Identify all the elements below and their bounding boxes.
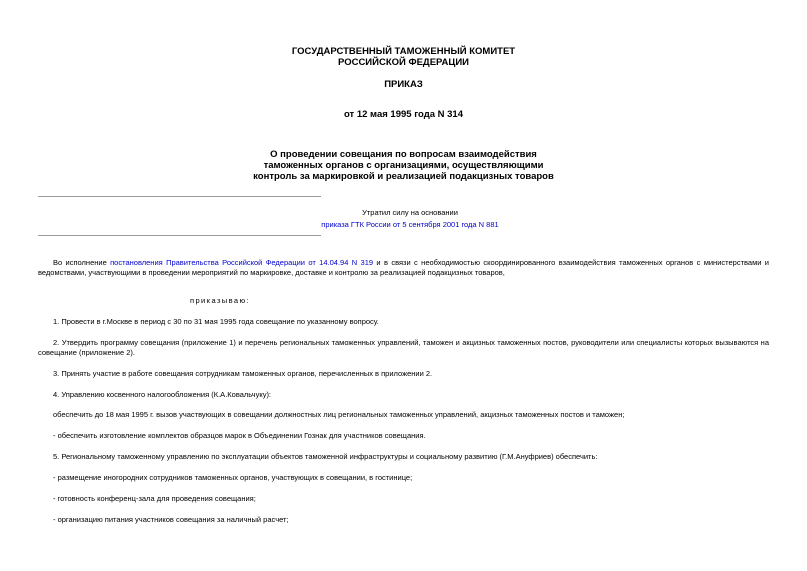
doc-title-line3: контроль за маркировкой и реализацией подакцизных товаров xyxy=(253,171,554,182)
doc-date: от 12 мая 1995 года N 314 xyxy=(343,109,464,120)
paragraph-5b: - готовность конференц-зала для проведения совещания; xyxy=(53,494,256,503)
divider-top xyxy=(38,196,321,197)
doc-title-line1: О проведении совещания по вопросам взаимодействия xyxy=(270,149,537,160)
paragraph-5a: - размещение иногородних сотрудников таможенных органов, участвующих в совещании, в гостинице; xyxy=(53,473,413,482)
paragraph-2: 2. Утвердить программу совещания (приложение 1) и перечень региональных таможенных управлений, таможен и акцизных таможенных постов, руководители или специалисты которых вызываются на совещание (приложение 2). xyxy=(38,338,769,357)
paragraph-5: 5. Региональному таможенному управлению по эксплуатации объектов таможенной инфраструктуры и социальному развитию (Г.М.Ануфриев) обеспечить: xyxy=(53,452,598,461)
paragraph-4b: - обеспечить изготовление комплектов образцов марок в Объединении Гознак для участников совещания. xyxy=(53,431,426,440)
paragraph-1: 1. Провести в г.Москве в период с 30 по 31 мая 1995 года совещание по указанному вопросу. xyxy=(53,317,379,326)
revoked-text: Утратил силу на основании xyxy=(362,208,458,217)
order-word: приказываю: xyxy=(190,296,250,305)
divider-bottom xyxy=(38,235,321,236)
org-name-line1: ГОСУДАРСТВЕННЫЙ ТАМОЖЕННЫЙ КОМИТЕТ xyxy=(291,46,516,57)
intro-suffix: и в связи с необходимостью скоординированного взаимодействия таможенных органов с министерствами и ведомствами, участвующими в проведении мероприятий по маркировке, доставке и контролю за реализацией подакцизных товаров, xyxy=(38,258,769,277)
doc-title-line2: таможенных органов с организациями, осуществляющими xyxy=(263,160,544,171)
paragraph-4a: обеспечить до 18 мая 1995 г. вызов участвующих в совещании должностных лиц региональных таможенных управлений, акцизных таможенных постов и таможен; xyxy=(53,410,625,419)
intro-prefix: Во исполнение xyxy=(53,258,111,267)
intro-paragraph xyxy=(38,258,769,278)
revoking-order-link[interactable]: приказа ГТК России от 5 сентября 2001 года N 881 xyxy=(321,220,499,229)
org-name-line2: РОССИЙСКОЙ ФЕДЕРАЦИИ xyxy=(337,57,469,68)
doc-type: ПРИКАЗ xyxy=(384,79,423,90)
paragraph-5c: - организацию питания участников совещания за наличный расчет; xyxy=(53,515,289,524)
government-decree-link[interactable]: постановления Правительства Российской Федерации от 14.04.94 N 319 xyxy=(110,258,374,267)
revoked-note xyxy=(300,207,520,231)
paragraph-3: 3. Принять участие в работе совещания сотрудникам таможенных органов, перечисленных в приложении 2. xyxy=(53,369,433,378)
paragraph-4: 4. Управлению косвенного налогообложения (К.А.Ковальчуку): xyxy=(53,390,272,399)
